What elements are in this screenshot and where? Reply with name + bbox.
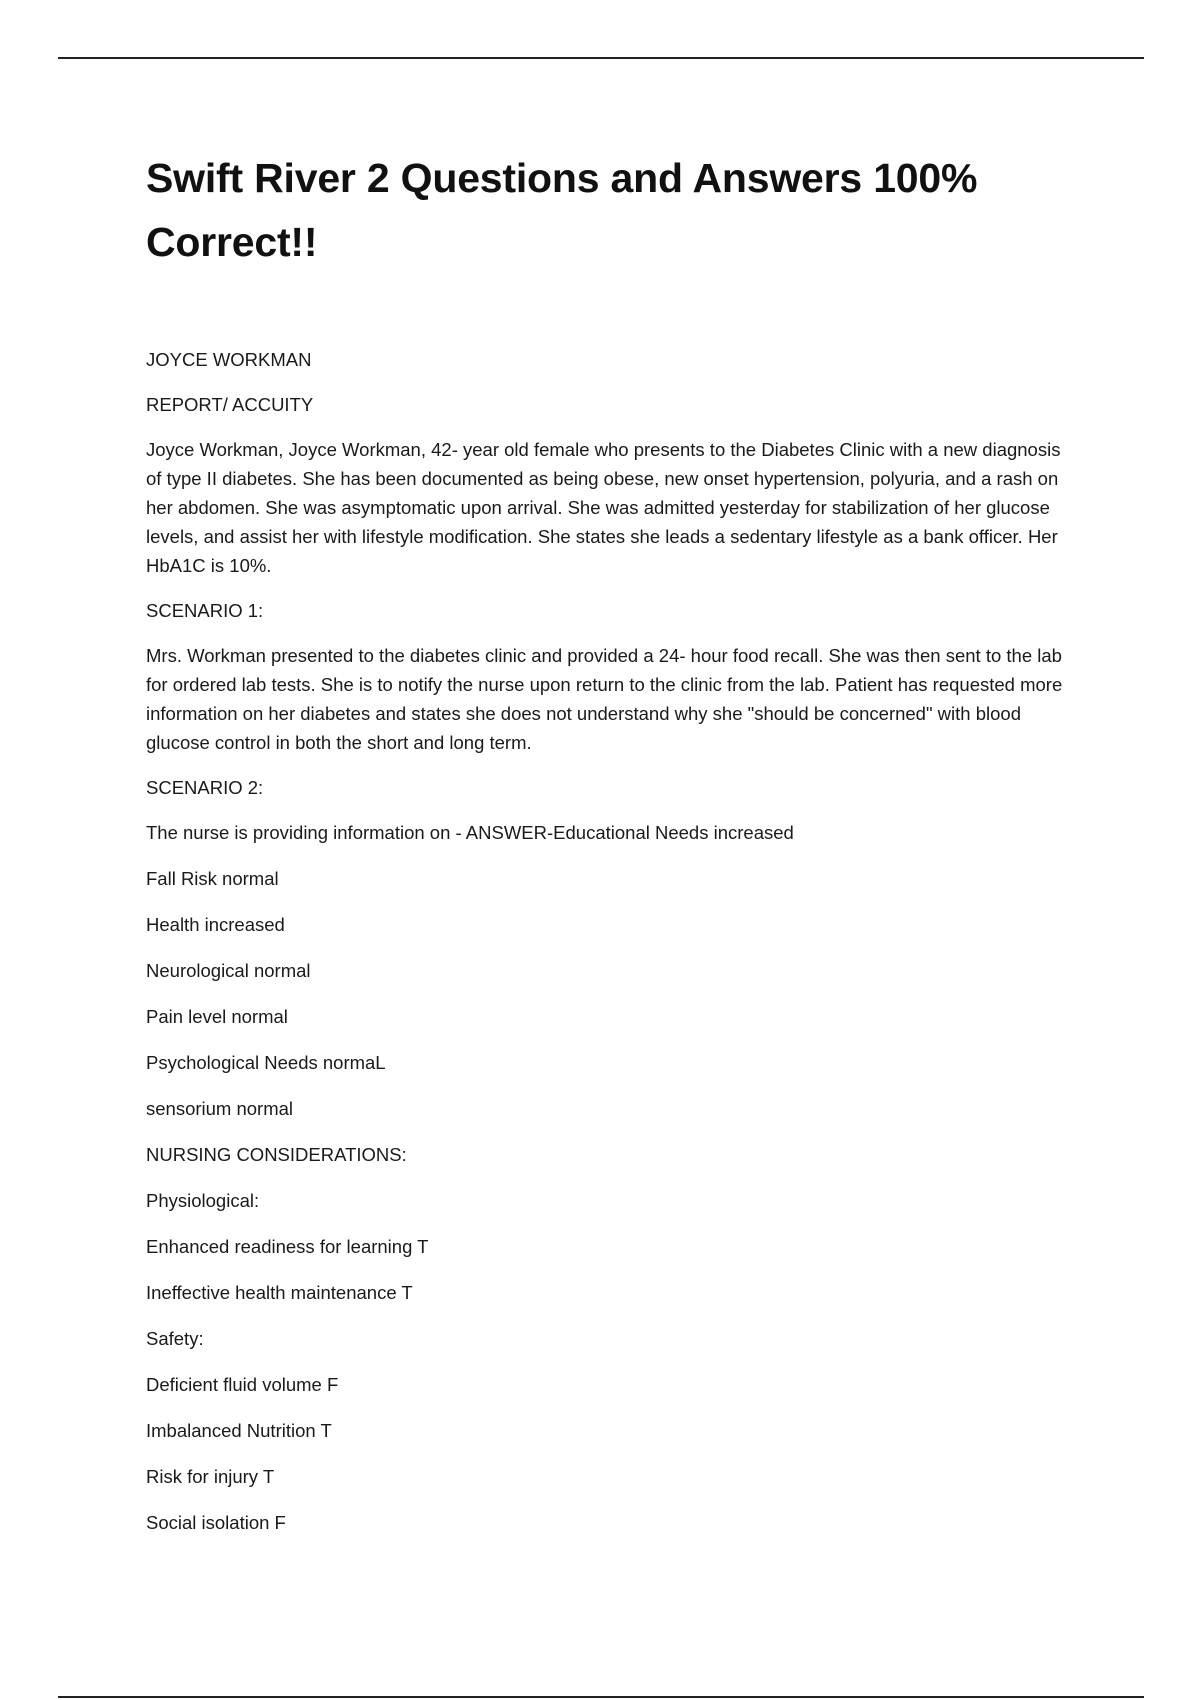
list-item: Social isolation F: [146, 1512, 286, 1533]
scenario-1-heading: SCENARIO 1:: [146, 600, 264, 621]
document-text: [146, 345, 1066, 1537]
list-item: Deficient fluid volume F: [146, 1374, 339, 1395]
patient-summary: Joyce Workman, Joyce Workman, 42- year old female who presents to the Diabetes Clinic with a new diagnosis of type II diabetes. She has been documented as being obese, new onset hypertension, polyuria, and a rash on her abdomen. She was asymptomatic upon arrival. She was admitted yesterday for stabilization of her glucose levels, and assist her with lifestyle modification. She states she leads a sedentary lifestyle as a bank officer. Her HbA1C is 10%.: [146, 439, 1061, 576]
list-item: Risk for injury T: [146, 1466, 275, 1487]
scenario-1-text: Mrs. Workman presented to the diabetes clinic and provided a 24- hour food recall. She was then sent to the lab for ordered lab tests. She is to notify the nurse upon return to the clinic from the lab. Patient has requested more information on her diabetes and states she does not understand why she "should be concerned" with blood glucose control in both the short and long term.: [146, 645, 1063, 753]
answer-line: The nurse is providing information on - ANSWER-Educational Needs increased: [146, 822, 794, 843]
list-item: Pain level normal: [146, 1006, 288, 1027]
bottom-rule: [58, 1696, 1144, 1698]
report-heading: REPORT/ ACCUITY: [146, 394, 314, 415]
patient-name: JOYCE WORKMAN: [146, 349, 312, 370]
list-item: Neurological normal: [146, 960, 311, 981]
scenario-2-heading: SCENARIO 2:: [146, 777, 264, 798]
list-item: Enhanced readiness for learning T: [146, 1236, 429, 1257]
document-body: [146, 146, 1066, 1554]
nursing-considerations-heading: NURSING CONSIDERATIONS:: [146, 1144, 407, 1165]
list-item: Imbalanced Nutrition T: [146, 1420, 332, 1441]
document-title: Swift River 2 Questions and Answers 100% Correct!!: [146, 155, 978, 265]
top-rule: [58, 57, 1144, 59]
physiological-heading: Physiological:: [146, 1190, 260, 1211]
list-item: Psychological Needs normaL: [146, 1052, 386, 1073]
list-item: Fall Risk normal: [146, 868, 279, 889]
list-item: sensorium normal: [146, 1098, 294, 1119]
safety-heading: Safety:: [146, 1328, 204, 1349]
list-item: Health increased: [146, 914, 285, 935]
list-item: Ineffective health maintenance T: [146, 1282, 413, 1303]
